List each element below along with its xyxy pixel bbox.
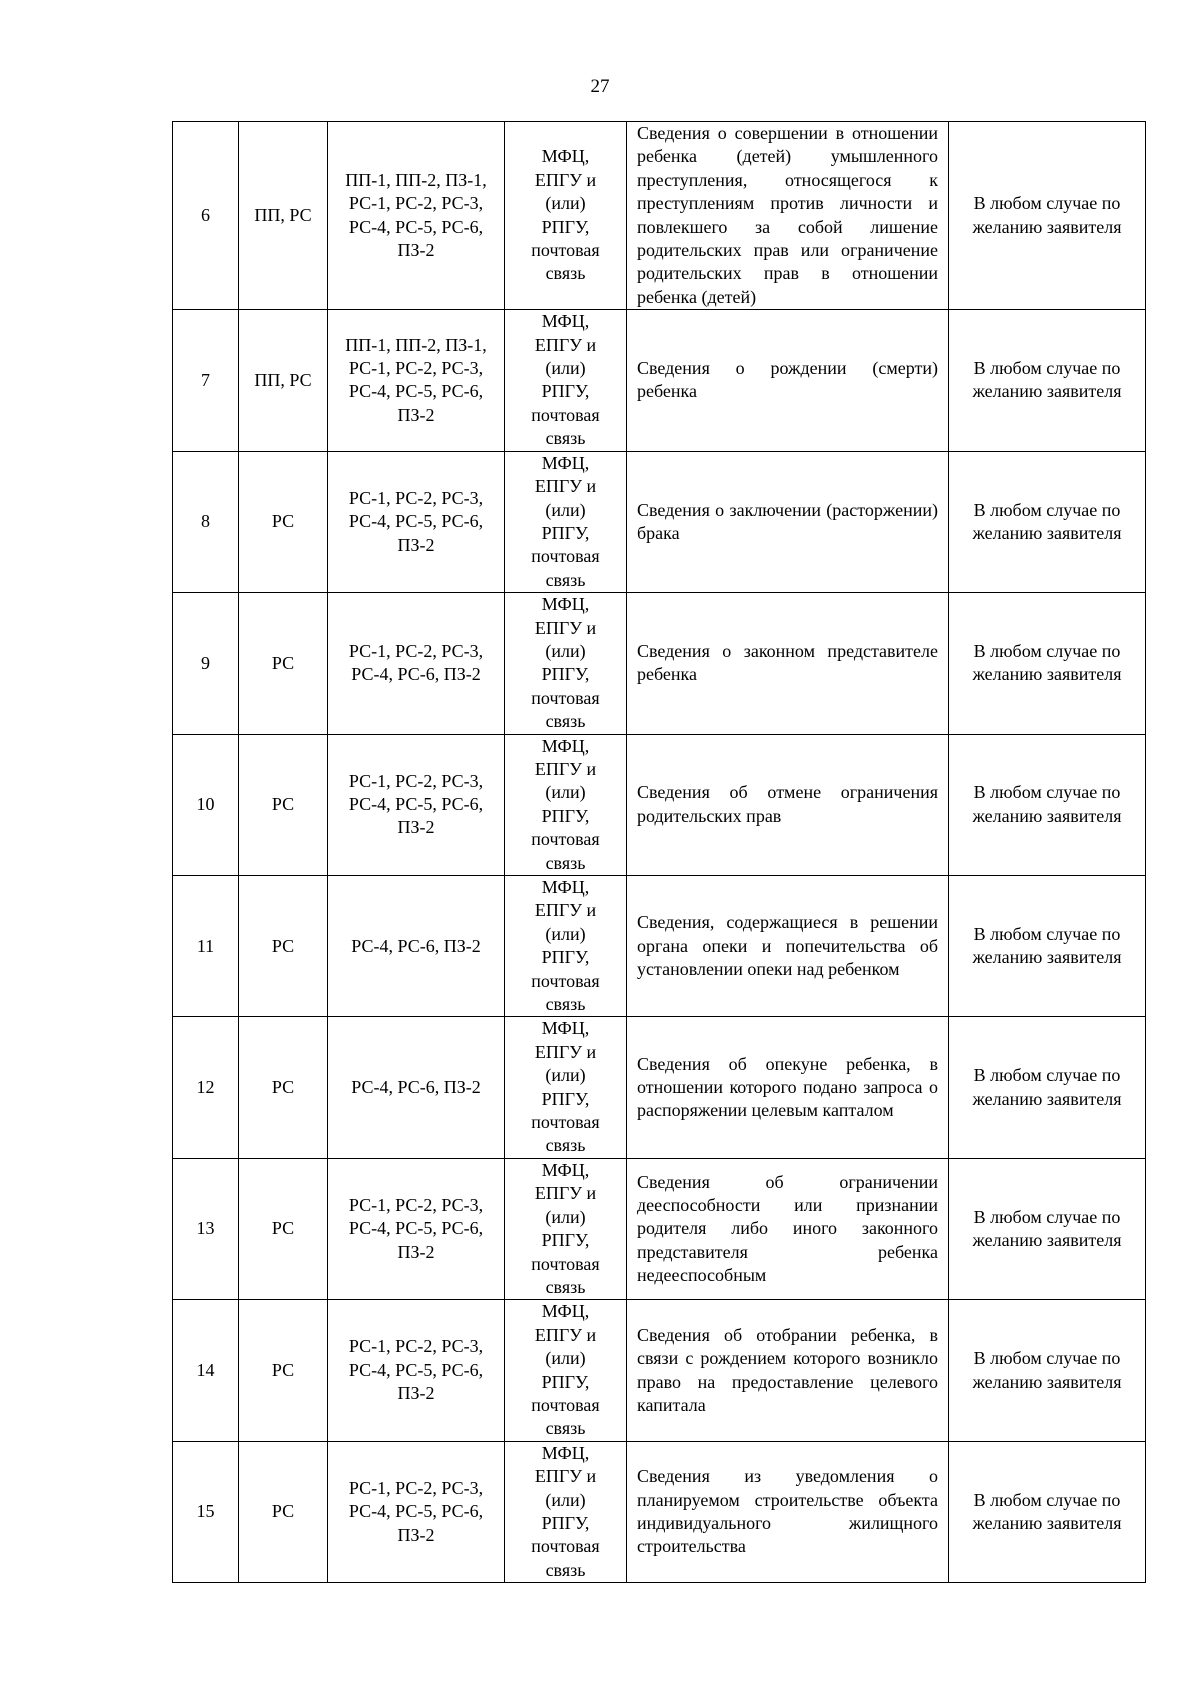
- channel-line: МФЦ,: [541, 146, 590, 167]
- row-number: 9: [201, 652, 210, 673]
- codes-cell: [328, 734, 505, 875]
- channel-cell: [505, 876, 627, 1017]
- channel-line: РПГУ,: [541, 664, 590, 685]
- table-row: [173, 451, 1146, 592]
- category-codes: РС-1, РС-2, РС-3, РС-4, РС-5, РС-6, ПЗ-2: [348, 487, 484, 555]
- channel-line: связь: [545, 1276, 586, 1297]
- channel-cell: [505, 1300, 627, 1441]
- condition-cell: [949, 1300, 1146, 1441]
- channel-line: (или): [545, 923, 586, 944]
- table-row: [173, 876, 1146, 1017]
- applicant-type-cell: [239, 1441, 328, 1582]
- channel-line: РПГУ,: [541, 1512, 590, 1533]
- condition-cell: [949, 1158, 1146, 1299]
- condition-text: В любом случае по желанию заявителя: [972, 193, 1122, 237]
- channel-line: почтовая: [531, 1394, 600, 1415]
- description-text: Сведения из уведомления о планируемом строительстве объекта индивидуального жилищного строительства: [637, 1466, 938, 1557]
- channel-line: (или): [545, 358, 586, 379]
- channel-line: связь: [545, 1418, 586, 1439]
- description-cell: [627, 1300, 949, 1441]
- table-row: [173, 1300, 1146, 1441]
- description-cell: [627, 593, 949, 734]
- row-number: 12: [196, 1076, 215, 1097]
- description-text: Сведения о рождении (смерти) ребенка: [637, 358, 938, 402]
- applicant-type: РС: [271, 935, 295, 956]
- channel-line: РПГУ,: [541, 1088, 590, 1109]
- description-text: Сведения о заключении (расторжении) брака: [637, 499, 938, 543]
- applicant-type: РС: [271, 1218, 295, 1239]
- channel-line: почтовая: [531, 1112, 600, 1133]
- applicant-type: РС: [271, 1501, 295, 1522]
- row-number: 13: [196, 1218, 215, 1239]
- codes-cell: [328, 122, 505, 310]
- condition-cell: [949, 593, 1146, 734]
- channel-line: ЕПГУ и: [534, 1466, 597, 1487]
- channel-line: ЕПГУ и: [534, 1183, 597, 1204]
- codes-cell: [328, 876, 505, 1017]
- condition-text: В любом случае по желанию заявителя: [972, 1348, 1122, 1392]
- applicant-type-cell: [239, 451, 328, 592]
- codes-cell: [328, 593, 505, 734]
- channel-line: связь: [545, 1135, 586, 1156]
- applicant-type-cell: [239, 593, 328, 734]
- channel-line: почтовая: [531, 546, 600, 567]
- description-text: Сведения об отмене ограничения родительских прав: [637, 782, 938, 826]
- channel-cell: [505, 122, 627, 310]
- channel-line: МФЦ,: [541, 452, 590, 473]
- row-number: 10: [196, 794, 215, 815]
- channel-line: МФЦ,: [541, 594, 590, 615]
- channel-line: РПГУ,: [541, 381, 590, 402]
- applicant-type-cell: [239, 734, 328, 875]
- applicant-type-cell: [239, 122, 328, 310]
- channel-line: РПГУ,: [541, 805, 590, 826]
- category-codes: ПП-1, ПП-2, ПЗ-1, РС-1, РС-2, РС-3, РС-4, РС-5, РС-6, ПЗ-2: [345, 169, 487, 261]
- channel-line: МФЦ,: [541, 735, 590, 756]
- category-codes: ПП-1, ПП-2, ПЗ-1, РС-1, РС-2, РС-3, РС-4, РС-5, РС-6, ПЗ-2: [345, 334, 487, 425]
- channel-line: связь: [545, 263, 586, 284]
- page-number: 27: [590, 76, 610, 97]
- codes-cell: [328, 1158, 505, 1299]
- description-cell: [627, 451, 949, 592]
- channel-line: почтовая: [531, 829, 600, 850]
- row-number: 15: [196, 1501, 215, 1522]
- description-text: Сведения, содержащиеся в решении органа опеки и попечительства об установлении опеки над ребенком: [637, 912, 938, 979]
- category-codes: РС-4, РС-6, ПЗ-2: [351, 935, 481, 956]
- row-number-cell: [173, 593, 239, 734]
- channel-line: связь: [545, 711, 586, 732]
- condition-text: В любом случае по желанию заявителя: [972, 1065, 1122, 1109]
- channel-line: ЕПГУ и: [534, 169, 597, 190]
- condition-cell: [949, 310, 1146, 451]
- condition-text: В любом случае по желанию заявителя: [972, 782, 1122, 826]
- row-number: 11: [196, 935, 215, 956]
- applicant-type: РС: [271, 1076, 295, 1097]
- row-number: 6: [201, 204, 210, 225]
- channel-line: ЕПГУ и: [534, 1041, 597, 1062]
- category-codes: РС-1, РС-2, РС-3, РС-4, РС-5, РС-6, ПЗ-2: [348, 1477, 484, 1545]
- requests-table: [172, 121, 1146, 1583]
- row-number-cell: [173, 122, 239, 310]
- description-cell: [627, 1158, 949, 1299]
- category-codes: РС-1, РС-2, РС-3, РС-4, РС-5, РС-6, ПЗ-2: [348, 1336, 484, 1404]
- channel-line: ЕПГУ и: [534, 758, 597, 779]
- channel-line: (или): [545, 193, 586, 214]
- row-number-cell: [173, 1158, 239, 1299]
- channel-cell: [505, 734, 627, 875]
- row-number-cell: [173, 1441, 239, 1582]
- row-number-cell: [173, 1017, 239, 1158]
- table-row: [173, 1158, 1146, 1299]
- condition-cell: [949, 734, 1146, 875]
- category-codes: РС-4, РС-6, ПЗ-2: [351, 1076, 481, 1097]
- channel-line: МФЦ,: [541, 311, 590, 332]
- applicant-type-cell: [239, 1017, 328, 1158]
- channel-line: почтовая: [531, 1253, 600, 1274]
- channel-line: МФЦ,: [541, 877, 590, 897]
- row-number: 7: [201, 369, 210, 390]
- channel-line: (или): [545, 782, 586, 803]
- row-number-cell: [173, 876, 239, 1017]
- description-text: Сведения об отобрании ребенка, в связи с рождением которого возникло право на предоставление целевого капитала: [637, 1324, 938, 1415]
- channel-line: РПГУ,: [541, 1371, 590, 1392]
- applicant-type: РС: [271, 511, 295, 532]
- category-codes: РС-1, РС-2, РС-3, РС-4, РС-5, РС-6, ПЗ-2: [348, 1194, 484, 1262]
- condition-text: В любом случае по желанию заявителя: [972, 358, 1122, 402]
- codes-cell: [328, 1441, 505, 1582]
- applicant-type-cell: [239, 1158, 328, 1299]
- channel-line: МФЦ,: [541, 1442, 590, 1463]
- channel-line: связь: [545, 1559, 586, 1580]
- condition-cell: [949, 876, 1146, 1017]
- applicant-type-cell: [239, 876, 328, 1017]
- table-row: [173, 310, 1146, 451]
- description-text: Сведения о законном представителе ребенка: [637, 640, 938, 685]
- condition-text: В любом случае по желанию заявителя: [972, 1489, 1122, 1533]
- row-number-cell: [173, 734, 239, 875]
- channel-cell: [505, 1441, 627, 1582]
- category-codes: РС-1, РС-2, РС-3, РС-4, РС-6, ПЗ-2: [348, 640, 484, 685]
- description-cell: [627, 1441, 949, 1582]
- condition-cell: [949, 451, 1146, 592]
- codes-cell: [328, 1300, 505, 1441]
- condition-text: В любом случае по желанию заявителя: [972, 640, 1122, 685]
- channel-cell: [505, 451, 627, 592]
- applicant-type: ПП, РС: [254, 204, 312, 225]
- condition-cell: [949, 122, 1146, 310]
- codes-cell: [328, 1017, 505, 1158]
- channel-line: почтовая: [531, 240, 600, 261]
- channel-line: (или): [545, 1489, 586, 1510]
- channel-line: РПГУ,: [541, 522, 590, 543]
- table-row: [173, 593, 1146, 734]
- condition-text: В любом случае по желанию заявителя: [972, 499, 1122, 543]
- channel-line: связь: [545, 852, 586, 873]
- applicant-type: РС: [271, 794, 295, 815]
- description-text: Сведения об ограничении дееспособности или признании родителя либо иного законного представителя ребенка недееспособным: [637, 1171, 938, 1286]
- channel-cell: [505, 593, 627, 734]
- row-number-cell: [173, 310, 239, 451]
- row-number: 14: [196, 1359, 215, 1380]
- channel-line: ЕПГУ и: [534, 334, 597, 355]
- channel-line: почтовая: [531, 1536, 600, 1557]
- condition-cell: [949, 1017, 1146, 1158]
- condition-cell: [949, 1441, 1146, 1582]
- channel-line: ЕПГУ и: [534, 476, 597, 497]
- channel-line: ЕПГУ и: [534, 617, 597, 638]
- codes-cell: [328, 310, 505, 451]
- channel-line: (или): [545, 1206, 586, 1227]
- description-cell: [627, 122, 949, 310]
- channel-line: МФЦ,: [541, 1301, 590, 1322]
- table-row: [173, 1441, 1146, 1582]
- applicant-type: РС: [271, 1359, 295, 1380]
- applicant-type: РС: [271, 652, 295, 673]
- row-number-cell: [173, 1300, 239, 1441]
- description-cell: [627, 734, 949, 875]
- channel-line: почтовая: [531, 404, 600, 425]
- channel-line: РПГУ,: [541, 1230, 590, 1251]
- applicant-type: ПП, РС: [254, 369, 312, 390]
- codes-cell: [328, 451, 505, 592]
- channel-line: почтовая: [531, 687, 600, 708]
- applicant-type-cell: [239, 310, 328, 451]
- table-row: [173, 1017, 1146, 1158]
- description-text: Сведения об опекуне ребенка, в отношении которого подано запроса о распоряжении целевым капталом: [637, 1053, 938, 1121]
- condition-text: В любом случае по желанию заявителя: [972, 923, 1122, 968]
- category-codes: РС-1, РС-2, РС-3, РС-4, РС-5, РС-6, ПЗ-2: [348, 770, 484, 838]
- condition-text: В любом случае по желанию заявителя: [972, 1206, 1122, 1251]
- description-cell: [627, 310, 949, 451]
- channel-line: ЕПГУ и: [534, 900, 597, 921]
- channel-line: связь: [545, 994, 586, 1015]
- channel-line: связь: [545, 569, 586, 590]
- channel-line: (или): [545, 499, 586, 520]
- row-number: 8: [201, 511, 210, 532]
- table-row: [173, 122, 1146, 310]
- channel-line: РПГУ,: [541, 216, 590, 237]
- channel-line: МФЦ,: [541, 1018, 590, 1039]
- channel-line: (или): [545, 640, 586, 661]
- channel-line: почтовая: [531, 970, 600, 991]
- channel-line: МФЦ,: [541, 1159, 590, 1180]
- channel-line: РПГУ,: [541, 947, 590, 968]
- description-cell: [627, 1017, 949, 1158]
- table-row: [173, 734, 1146, 875]
- channel-cell: [505, 1158, 627, 1299]
- row-number-cell: [173, 451, 239, 592]
- description-text: Сведения о совершении в отношении ребенка (детей) умышленного преступления, относящегося к преступлениям против личности и повлекшего за собой лишение родительских прав или ограничение родительских прав в отношении ребенка (детей): [637, 123, 938, 307]
- channel-line: ЕПГУ и: [534, 1324, 597, 1345]
- channel-cell: [505, 310, 627, 451]
- channel-line: (или): [545, 1065, 586, 1086]
- channel-line: (или): [545, 1348, 586, 1369]
- channel-line: связь: [545, 428, 586, 449]
- description-cell: [627, 876, 949, 1017]
- applicant-type-cell: [239, 1300, 328, 1441]
- table-body: [173, 122, 1146, 1583]
- channel-cell: [505, 1017, 627, 1158]
